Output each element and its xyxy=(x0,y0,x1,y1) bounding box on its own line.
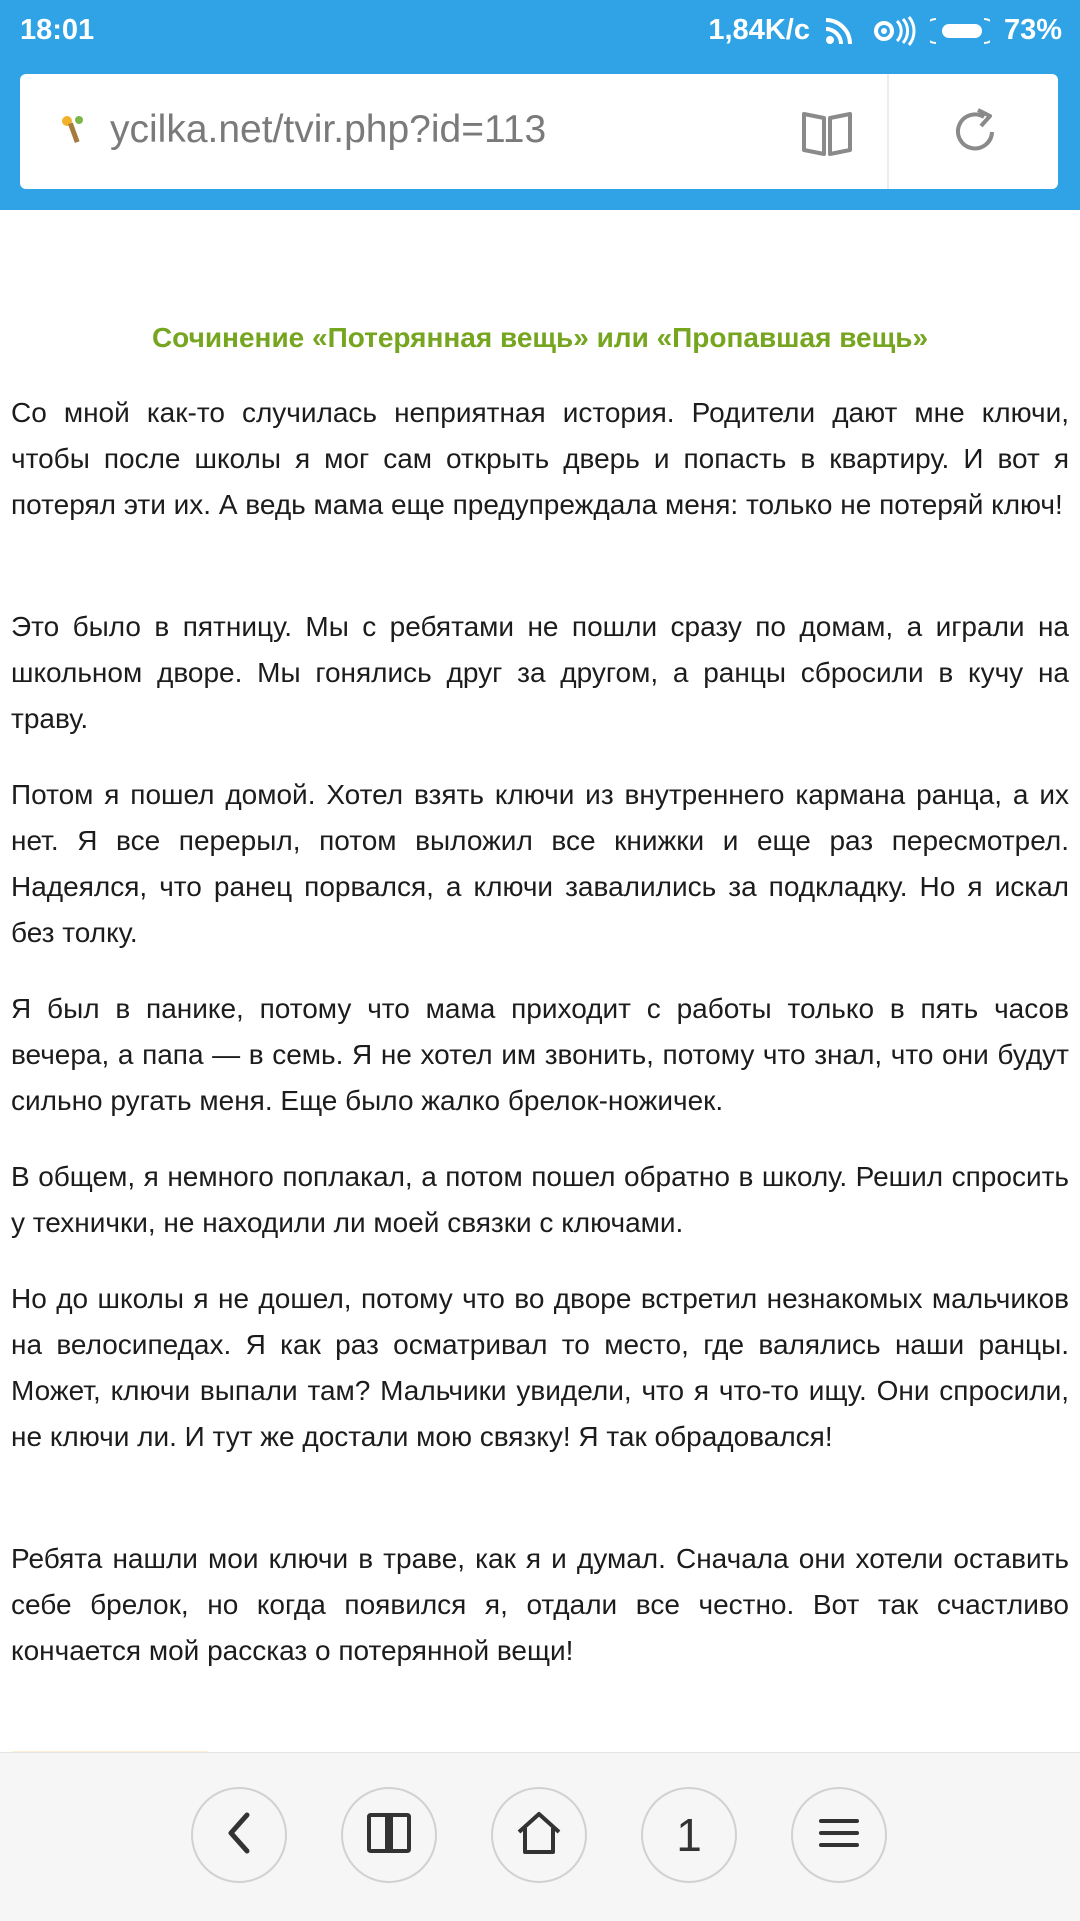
article-paragraph: Потом я пошел домой. Хотел взять ключи из внутреннего кармана ранца, а их нет. Я все перерыл, потом выложил все книжки и еще раз пересмотрел. Надеялся, что ранец порвался, а ключи завалились за подкладку. Но я искал без толку. xyxy=(11,779,1069,948)
browser-toolbar xyxy=(0,1752,1080,1921)
article-paragraph: В общем, я немного поплакал, а потом пошел обратно в школу. Решил спросить у технички, не находили ли моей связки с ключами. xyxy=(11,1161,1069,1238)
url-divider xyxy=(887,74,889,189)
article xyxy=(0,210,1080,1750)
battery-percent: 73% xyxy=(1003,14,1062,46)
menu-icon xyxy=(817,1815,861,1856)
reader-mode-icon[interactable] xyxy=(800,104,854,165)
bookmarks-button[interactable] xyxy=(341,1787,437,1883)
menu-button[interactable] xyxy=(791,1787,887,1883)
tabs-button[interactable] xyxy=(641,1787,737,1883)
browser-header xyxy=(0,0,1080,210)
wifi-icon xyxy=(824,16,858,46)
article-paragraph: Но до школы я не дошел, потому что во дворе встретил незнакомых мальчиков на велосипедах. Я как раз осматривал то место, где валялись наши ранцы. Может, ключи выпали там? Мальчики увидели, что я что-то ищу. Они спросили, не ключи ли. И тут же достали мою связку! Я так обрадовался! xyxy=(11,1283,1069,1452)
tab-count: 1 xyxy=(676,1809,702,1861)
signal-icon xyxy=(872,16,916,46)
home-icon xyxy=(515,1810,563,1861)
article-title: Сочинение «Потерянная вещь» или «Пропавшая вещь» xyxy=(151,322,929,353)
status-time: 18:01 xyxy=(20,14,95,46)
network-speed: 1,84K/c xyxy=(708,14,810,46)
article-paragraph: Это было в пятницу. Мы с ребятами не пошли сразу по домам, а играли на школьном дворе. Мы гонялись друг за другом, а ранцы сбросили в кучу на траву. xyxy=(11,611,1069,734)
address-bar[interactable] xyxy=(20,74,1058,189)
battery-icon xyxy=(930,17,990,45)
article-paragraph: Со мной как-то случилась неприятная история. Родители дают мне ключи, чтобы после школы я мог сам открыть дверь и попасть в квартиру. И вот я потерял эти их. А ведь мама еще предупреждала меня: только не потеряй ключ! xyxy=(11,397,1069,520)
bookmarks-icon xyxy=(365,1811,413,1860)
status-bar xyxy=(0,0,1080,62)
back-button[interactable] xyxy=(191,1787,287,1883)
url-text[interactable]: ycilka.net/tvir.php?id=113 xyxy=(110,108,547,151)
home-button[interactable] xyxy=(491,1787,587,1883)
article-paragraph: Ребята нашли мои ключи в траве, как я и думал. Сначала они хотели оставить себе брелок, но когда появился я, отдали все честно. Вот так счастливо кончается мой рассказ о потерянной вещи! xyxy=(11,1543,1069,1666)
reload-icon[interactable] xyxy=(948,104,1002,165)
back-icon xyxy=(221,1809,257,1862)
article-paragraph: Я был в панике, потому что мама приходит с работы только в пять часов вечера, а папа — в семь. Я не хотел им звонить, потому что знал, что они будут сильно ругать меня. Еще было жалко брелок-ножичек. xyxy=(11,993,1069,1116)
site-key-icon xyxy=(60,114,88,151)
